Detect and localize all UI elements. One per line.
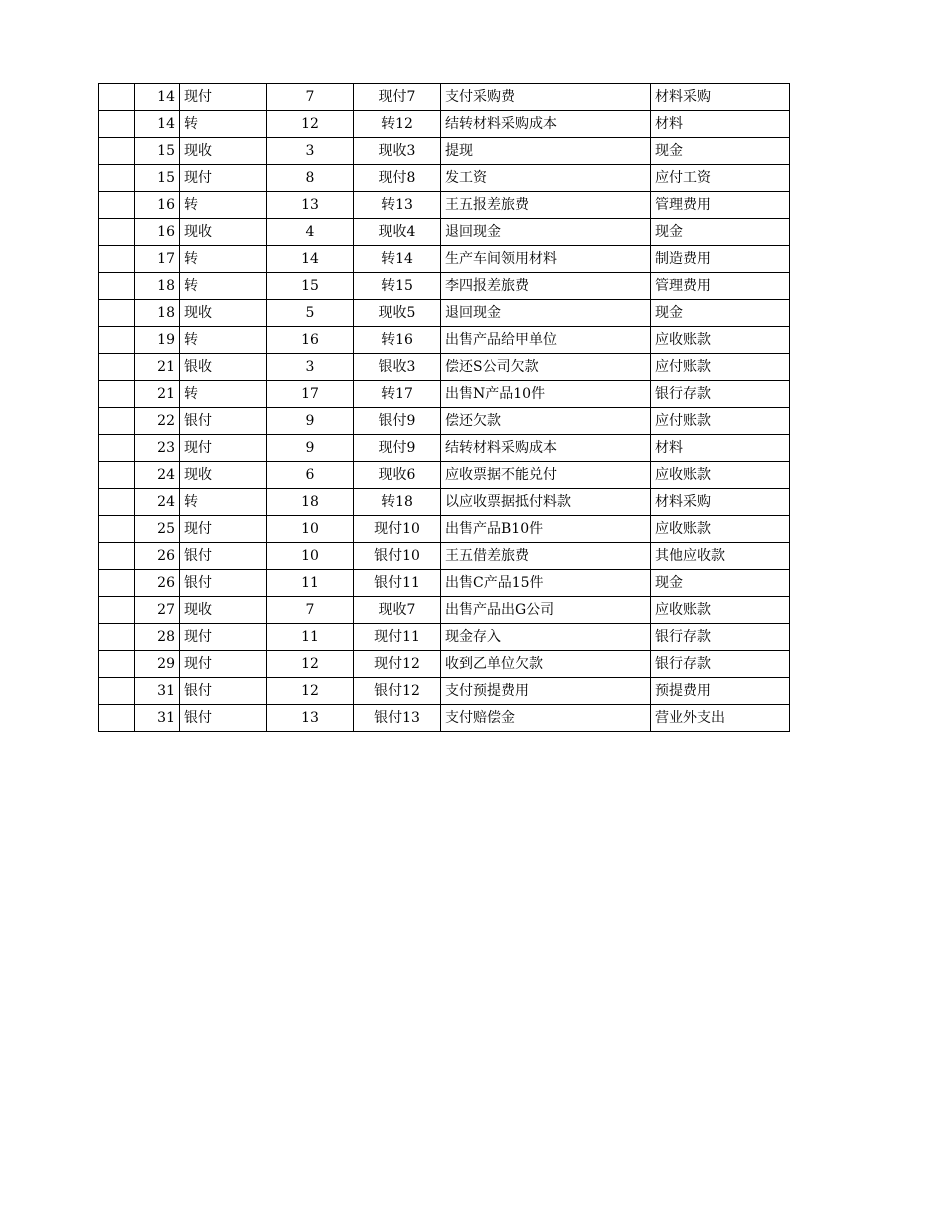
table-row [99, 705, 790, 732]
account-cell: 预提费用 [651, 678, 790, 705]
voucher-number-cell: 13 [267, 192, 354, 219]
account-cell: 应收账款 [651, 462, 790, 489]
table-row [99, 678, 790, 705]
voucher-type-cell: 现收 [180, 219, 267, 246]
voucher-id-cell: 现付7 [354, 84, 441, 111]
account-cell: 银行存款 [651, 651, 790, 678]
table-row [99, 273, 790, 300]
summary-cell: 现金存入 [441, 624, 651, 651]
blank-cell [99, 111, 135, 138]
voucher-number-cell: 10 [267, 516, 354, 543]
voucher-number-cell: 3 [267, 354, 354, 381]
account-cell: 材料采购 [651, 489, 790, 516]
day-cell: 31 [135, 678, 180, 705]
blank-cell [99, 624, 135, 651]
voucher-type-cell: 现付 [180, 516, 267, 543]
table-row [99, 651, 790, 678]
day-cell: 15 [135, 165, 180, 192]
day-cell: 29 [135, 651, 180, 678]
table-row [99, 570, 790, 597]
summary-cell: 应收票据不能兑付 [441, 462, 651, 489]
account-cell: 应付工资 [651, 165, 790, 192]
voucher-number-cell: 3 [267, 138, 354, 165]
voucher-number-cell: 4 [267, 219, 354, 246]
voucher-number-cell: 18 [267, 489, 354, 516]
voucher-type-cell: 银付 [180, 408, 267, 435]
summary-cell: 提现 [441, 138, 651, 165]
summary-cell: 支付赔偿金 [441, 705, 651, 732]
blank-cell [99, 543, 135, 570]
voucher-id-cell: 银收3 [354, 354, 441, 381]
account-cell: 管理费用 [651, 273, 790, 300]
account-cell: 现金 [651, 300, 790, 327]
summary-cell: 支付采购费 [441, 84, 651, 111]
voucher-type-cell: 转 [180, 327, 267, 354]
day-cell: 28 [135, 624, 180, 651]
blank-cell [99, 165, 135, 192]
voucher-number-cell: 12 [267, 651, 354, 678]
account-cell: 材料 [651, 111, 790, 138]
voucher-number-cell: 6 [267, 462, 354, 489]
blank-cell [99, 597, 135, 624]
day-cell: 19 [135, 327, 180, 354]
day-cell: 24 [135, 462, 180, 489]
day-cell: 23 [135, 435, 180, 462]
blank-cell [99, 300, 135, 327]
voucher-number-cell: 7 [267, 597, 354, 624]
account-cell: 营业外支出 [651, 705, 790, 732]
ledger-body [99, 84, 790, 732]
day-cell: 15 [135, 138, 180, 165]
day-cell: 18 [135, 273, 180, 300]
voucher-id-cell: 转12 [354, 111, 441, 138]
voucher-number-cell: 10 [267, 543, 354, 570]
voucher-id-cell: 转15 [354, 273, 441, 300]
voucher-type-cell: 现付 [180, 651, 267, 678]
blank-cell [99, 489, 135, 516]
voucher-id-cell: 银付9 [354, 408, 441, 435]
voucher-type-cell: 现收 [180, 597, 267, 624]
table-row [99, 300, 790, 327]
voucher-number-cell: 15 [267, 273, 354, 300]
table-row [99, 246, 790, 273]
summary-cell: 支付预提费用 [441, 678, 651, 705]
voucher-type-cell: 银付 [180, 705, 267, 732]
voucher-type-cell: 银付 [180, 678, 267, 705]
voucher-type-cell: 银付 [180, 543, 267, 570]
day-cell: 16 [135, 192, 180, 219]
day-cell: 14 [135, 84, 180, 111]
voucher-type-cell: 转 [180, 489, 267, 516]
table-row [99, 138, 790, 165]
voucher-number-cell: 12 [267, 111, 354, 138]
table-row [99, 408, 790, 435]
voucher-type-cell: 现收 [180, 300, 267, 327]
voucher-type-cell: 现付 [180, 624, 267, 651]
account-cell: 应收账款 [651, 597, 790, 624]
summary-cell: 出售产品B10件 [441, 516, 651, 543]
day-cell: 24 [135, 489, 180, 516]
voucher-number-cell: 12 [267, 678, 354, 705]
table-row [99, 624, 790, 651]
table-row [99, 165, 790, 192]
voucher-id-cell: 现收7 [354, 597, 441, 624]
blank-cell [99, 408, 135, 435]
account-cell: 现金 [651, 219, 790, 246]
blank-cell [99, 84, 135, 111]
account-cell: 现金 [651, 570, 790, 597]
blank-cell [99, 219, 135, 246]
summary-cell: 出售产品给甲单位 [441, 327, 651, 354]
voucher-type-cell: 转 [180, 273, 267, 300]
table-row [99, 111, 790, 138]
voucher-id-cell: 现收6 [354, 462, 441, 489]
voucher-type-cell: 转 [180, 246, 267, 273]
voucher-type-cell: 银付 [180, 570, 267, 597]
day-cell: 17 [135, 246, 180, 273]
summary-cell: 王五借差旅费 [441, 543, 651, 570]
voucher-type-cell: 现收 [180, 462, 267, 489]
blank-cell [99, 651, 135, 678]
voucher-id-cell: 现收5 [354, 300, 441, 327]
summary-cell: 退回现金 [441, 219, 651, 246]
table-row [99, 381, 790, 408]
table-row [99, 489, 790, 516]
blank-cell [99, 246, 135, 273]
blank-cell [99, 678, 135, 705]
blank-cell [99, 381, 135, 408]
voucher-number-cell: 16 [267, 327, 354, 354]
voucher-id-cell: 现付11 [354, 624, 441, 651]
blank-cell [99, 435, 135, 462]
account-cell: 现金 [651, 138, 790, 165]
account-cell: 管理费用 [651, 192, 790, 219]
voucher-id-cell: 现付8 [354, 165, 441, 192]
voucher-id-cell: 现付10 [354, 516, 441, 543]
voucher-id-cell: 现收4 [354, 219, 441, 246]
table-row [99, 192, 790, 219]
table-row [99, 219, 790, 246]
voucher-id-cell: 银付11 [354, 570, 441, 597]
table-row [99, 354, 790, 381]
blank-cell [99, 354, 135, 381]
account-cell: 应收账款 [651, 516, 790, 543]
blank-cell [99, 570, 135, 597]
summary-cell: 生产车间领用材料 [441, 246, 651, 273]
blank-cell [99, 192, 135, 219]
day-cell: 27 [135, 597, 180, 624]
voucher-type-cell: 转 [180, 192, 267, 219]
account-cell: 其他应收款 [651, 543, 790, 570]
summary-cell: 结转材料采购成本 [441, 435, 651, 462]
voucher-id-cell: 银付10 [354, 543, 441, 570]
summary-cell: 收到乙单位欠款 [441, 651, 651, 678]
table-row [99, 435, 790, 462]
table-row [99, 84, 790, 111]
voucher-id-cell: 转13 [354, 192, 441, 219]
voucher-number-cell: 11 [267, 570, 354, 597]
summary-cell: 出售产品出G公司 [441, 597, 651, 624]
blank-cell [99, 462, 135, 489]
summary-cell: 出售C产品15件 [441, 570, 651, 597]
voucher-ledger-table [98, 83, 790, 732]
voucher-id-cell: 转18 [354, 489, 441, 516]
blank-cell [99, 516, 135, 543]
voucher-number-cell: 13 [267, 705, 354, 732]
voucher-number-cell: 7 [267, 84, 354, 111]
account-cell: 应付账款 [651, 408, 790, 435]
summary-cell: 偿还S公司欠款 [441, 354, 651, 381]
summary-cell: 结转材料采购成本 [441, 111, 651, 138]
voucher-number-cell: 11 [267, 624, 354, 651]
account-cell: 应付账款 [651, 354, 790, 381]
voucher-number-cell: 8 [267, 165, 354, 192]
day-cell: 31 [135, 705, 180, 732]
day-cell: 18 [135, 300, 180, 327]
day-cell: 26 [135, 543, 180, 570]
voucher-type-cell: 现付 [180, 165, 267, 192]
voucher-type-cell: 现付 [180, 435, 267, 462]
summary-cell: 偿还欠款 [441, 408, 651, 435]
summary-cell: 发工资 [441, 165, 651, 192]
day-cell: 21 [135, 354, 180, 381]
blank-cell [99, 327, 135, 354]
voucher-id-cell: 现付9 [354, 435, 441, 462]
summary-cell: 退回现金 [441, 300, 651, 327]
day-cell: 14 [135, 111, 180, 138]
summary-cell: 出售N产品10件 [441, 381, 651, 408]
account-cell: 银行存款 [651, 624, 790, 651]
voucher-id-cell: 转17 [354, 381, 441, 408]
account-cell: 银行存款 [651, 381, 790, 408]
voucher-number-cell: 9 [267, 435, 354, 462]
voucher-number-cell: 14 [267, 246, 354, 273]
voucher-type-cell: 现收 [180, 138, 267, 165]
day-cell: 26 [135, 570, 180, 597]
voucher-id-cell: 转14 [354, 246, 441, 273]
summary-cell: 李四报差旅费 [441, 273, 651, 300]
table-row [99, 597, 790, 624]
voucher-number-cell: 17 [267, 381, 354, 408]
table-row [99, 327, 790, 354]
day-cell: 16 [135, 219, 180, 246]
blank-cell [99, 138, 135, 165]
table-row [99, 543, 790, 570]
voucher-id-cell: 现收3 [354, 138, 441, 165]
voucher-id-cell: 现付12 [354, 651, 441, 678]
account-cell: 制造费用 [651, 246, 790, 273]
summary-cell: 王五报差旅费 [441, 192, 651, 219]
voucher-id-cell: 转16 [354, 327, 441, 354]
blank-cell [99, 273, 135, 300]
account-cell: 材料采购 [651, 84, 790, 111]
table-row [99, 462, 790, 489]
day-cell: 25 [135, 516, 180, 543]
voucher-type-cell: 转 [180, 381, 267, 408]
table-row [99, 516, 790, 543]
day-cell: 22 [135, 408, 180, 435]
account-cell: 应收账款 [651, 327, 790, 354]
voucher-id-cell: 银付13 [354, 705, 441, 732]
day-cell: 21 [135, 381, 180, 408]
voucher-type-cell: 转 [180, 111, 267, 138]
voucher-type-cell: 银收 [180, 354, 267, 381]
voucher-number-cell: 5 [267, 300, 354, 327]
voucher-id-cell: 银付12 [354, 678, 441, 705]
summary-cell: 以应收票据抵付料款 [441, 489, 651, 516]
voucher-type-cell: 现付 [180, 84, 267, 111]
blank-cell [99, 705, 135, 732]
voucher-number-cell: 9 [267, 408, 354, 435]
account-cell: 材料 [651, 435, 790, 462]
